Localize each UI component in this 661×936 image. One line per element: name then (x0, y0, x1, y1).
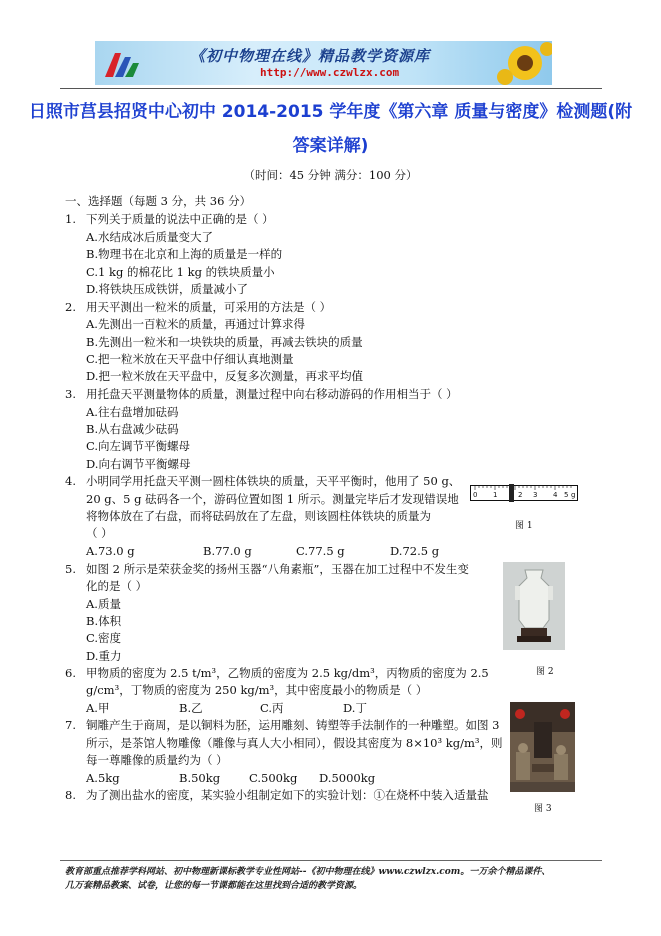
question-stem: 如图 2 所示是荣获金奖的扬州玉器“八角素瓶”，玉器在加工过程中不发生变 (86, 562, 469, 576)
answer-option: D.5000kg (319, 771, 376, 785)
jade-vase-image (503, 562, 565, 650)
answer-option: C.把一粒米放在天平盘中仔细认真地测量 (86, 352, 294, 366)
scale-label: 4 (553, 491, 558, 499)
footer-line2: 几万套精品教案、试卷，让您的每一节课都能在这里找到合适的教学资源。 (65, 881, 363, 891)
footer-line1: 教育部重点推荐学科网站、初中物理新课标教学专业性网站--《初中物理在线》www.czwlzx.com。一万余个精品课件、 (65, 867, 551, 877)
question-number: 5. (65, 562, 76, 576)
site-logo (101, 47, 141, 81)
answer-option: B.先测出一粒米和一块铁块的质量，再减去铁块的质量 (86, 335, 363, 349)
rider-marker (509, 484, 514, 502)
answer-option: B.体积 (86, 614, 122, 628)
question-stem: 用天平测出一粒米的质量，可采用的方法是（ ） (86, 300, 332, 314)
header-banner (95, 41, 552, 85)
answer-option: C.丙 (260, 701, 284, 715)
answer-option: A.水结成冰后质量变大了 (86, 230, 213, 244)
figure-3-caption: 图 3 (534, 804, 552, 814)
answer-option: D.向右调节平衡螺母 (86, 457, 191, 471)
answer-option: A.先测出一百粒米的质量，再通过计算求得 (86, 317, 305, 331)
answer-option: A.73.0 g (86, 544, 135, 558)
question-number: 2. (65, 300, 76, 314)
footer-divider (60, 860, 602, 861)
question-number: 7. (65, 718, 76, 732)
time-info: （时间：45 分钟 满分：100 分） (243, 168, 418, 182)
answer-option: B.乙 (179, 701, 203, 715)
sunflower-image (497, 41, 552, 85)
question-number: 1. (65, 212, 76, 226)
scale-label: 3 (533, 491, 538, 499)
answer-option: D.把一粒米放在天平盘中，反复多次测量，再求平均值 (86, 369, 363, 383)
answer-option: A.甲 (86, 701, 110, 715)
answer-option: A.往右盘增加砝码 (86, 405, 179, 419)
answer-option: B.物理书在北京和上海的质量是一样的 (86, 247, 283, 261)
answer-option: C.77.5 g (296, 544, 345, 558)
question-stem: 小明同学用托盘天平测一圆柱体铁块的质量，天平平衡时，他用了 50 g、 (86, 474, 461, 488)
question-number: 8. (65, 788, 76, 802)
question-number: 4. (65, 474, 76, 488)
question-stem: 用托盘天平测量物体的质量，测量过程中向右移动游码的作用相当于（ ） (86, 387, 458, 401)
answer-option: C.密度 (86, 631, 122, 645)
answer-option: C.1 kg 的棉花比 1 kg 的铁块质量小 (86, 265, 275, 279)
question-number: 3. (65, 387, 76, 401)
scale-label: 2 (518, 491, 523, 499)
scale-label: 5 (564, 491, 569, 499)
header-divider (60, 88, 602, 89)
question-stem: 化的是（ ） (86, 579, 148, 593)
answer-option: A.质量 (86, 597, 121, 611)
question-stem: 为了测出盐水的密度，某实验小组制定如下的实验计划：①在烧杯中装入适量盐 (86, 788, 489, 802)
scale-label: g (571, 491, 576, 499)
question-stem: 将物体放在了右盘，而将砝码放在了左盘，则该圆柱体铁块的质量为 (86, 509, 431, 523)
section-heading: 一、选择题（每题 3 分，共 36 分） (65, 194, 252, 208)
answer-option: B.50kg (179, 771, 221, 785)
question-stem: 每一尊雕像的质量约为（ ） (86, 753, 228, 767)
question-stem: 所示，是茶馆人物雕像（雕像与真人大小相同），假设其密度为 8×10³ kg/m³，则 (86, 736, 503, 750)
question-stem: （ ） (86, 526, 113, 540)
answer-option: B.从右盘减少砝码 (86, 422, 179, 436)
answer-option: D.重力 (86, 649, 122, 663)
answer-option: D.丁 (343, 701, 367, 715)
banner-url[interactable]: http://www.czwlzx.com (260, 66, 400, 79)
question-stem: g/cm³，丁物质的密度为 250 kg/m³，其中密度最小的物质是（ ） (86, 683, 428, 697)
figure-1-rider-scale (470, 484, 578, 502)
document-title-line1: 日照市莒县招贤中心初中 2014-2015 学年度《第六章 质量与密度》检测题(附 (28, 102, 633, 122)
teahouse-statues-image (510, 702, 575, 792)
figure-1-caption: 图 1 (515, 521, 533, 531)
rider-scale-graphic (470, 484, 578, 502)
answer-option: C.500kg (249, 771, 298, 785)
figure-2-caption: 图 2 (536, 667, 554, 677)
document-title-line2: 答案详解) (292, 136, 369, 156)
question-stem: 铜雕产生于商周，是以铜料为胚，运用雕刻、铸塑等手法制作的一种雕塑。如图 3 (86, 718, 500, 732)
question-stem: 20 g、5 g 砝码各一个，游码位置如图 1 所示。测量完毕后才发现错误地 (86, 492, 459, 506)
question-number: 6. (65, 666, 76, 680)
answer-option: C.向左调节平衡螺母 (86, 439, 191, 453)
answer-option: D.72.5 g (390, 544, 440, 558)
scale-label: 0 (473, 491, 478, 499)
question-stem: 下列关于质量的说法中正确的是（ ） (86, 212, 274, 226)
answer-option: D.将铁块压成铁饼，质量减小了 (86, 282, 248, 296)
answer-option: B.77.0 g (203, 544, 252, 558)
banner-title: 《初中物理在线》精品教学资源库 (190, 47, 431, 65)
scale-label: 1 (493, 491, 498, 499)
question-stem: 甲物质的密度为 2.5 t/m³，乙物质的密度为 2.5 kg/dm³，丙物质的密度为 2.5 (86, 666, 489, 680)
answer-option: A.5kg (86, 771, 120, 785)
